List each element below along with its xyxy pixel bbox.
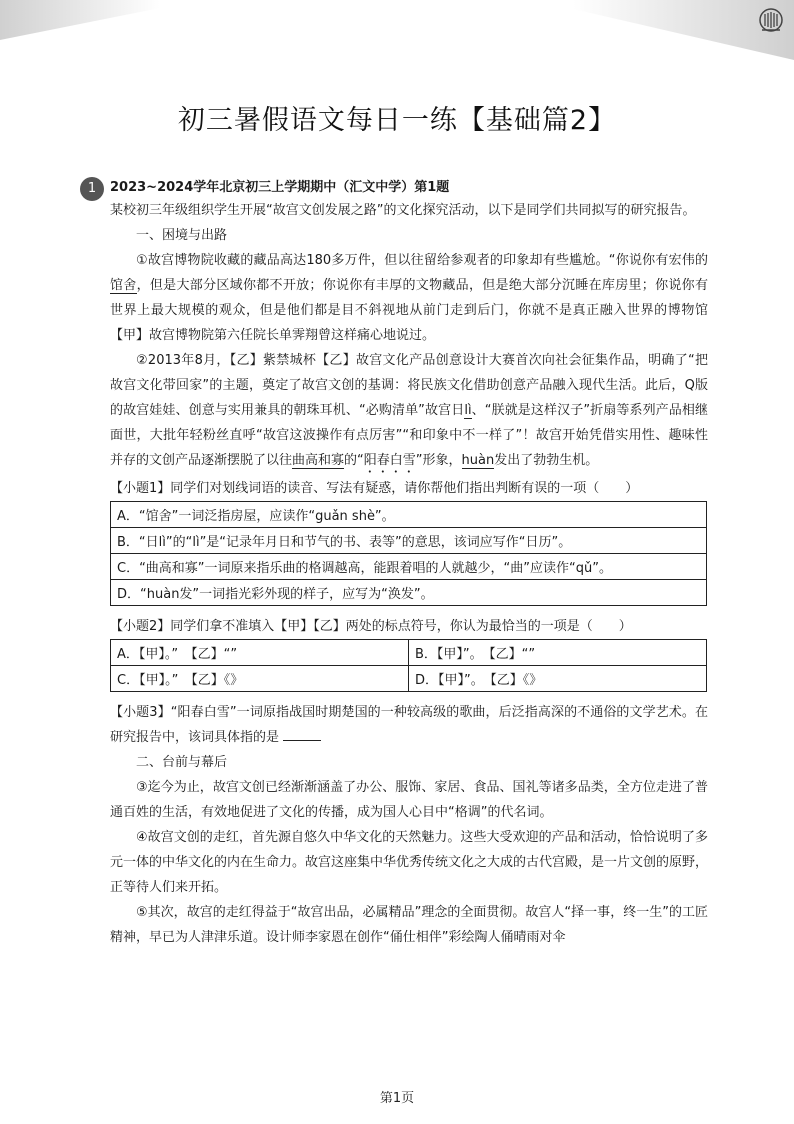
answer-blank[interactable] — [283, 728, 321, 741]
subquestion-2-options — [110, 639, 707, 692]
page-corner-decoration-left — [0, 0, 200, 40]
dotted-word-yangchunbaixue: 阳春白雪 — [363, 453, 416, 468]
paragraph-3: ③迄今为止，故宫文创已经渐渐涵盖了办公、服饰、家居、食品、国礼等诸多品类，全方位走进了普通百姓的生活，有效地促进了文化的传播，成为国人心目中“格调”的代名词。 — [110, 780, 708, 820]
option-c[interactable]: C．【甲】。” 【乙】《》 — [111, 666, 409, 692]
intro-paragraph: 某校初三年级组织学生开展“故宫文创发展之路”的文化探究活动，以下是同学们共同拟写的研究报告。 — [110, 203, 696, 218]
option-d[interactable]: D．“huàn发”一词指光彩外现的样子，应写为“涣发”。 — [111, 580, 707, 606]
page-number: 第1页 — [379, 1091, 415, 1106]
paragraph-2: ②2013年8月，【乙】紫禁城杯【乙】故宫文化产品创意设计大赛首次向社会征集作品，明确了“把故宫文化带回家”的主题，奠定了故宫文创的基调：将民族文化借助创意产品融入现代生活。此后，Q版的故宫娃娃、创意与实用兼具的朝珠耳机、“必购清单”故宫日lì、“朕就是这样汉子”折扇等系列产品相继面世，大批年轻粉丝直呼“故宫这波操作有点厉害”“和印象中不一样了”！故宫开始凭借实用性、趣味性并存的文创产品逐渐摆脱了以往曲高和寡的“阳春白雪”形象，huàn发出了勃勃生机。 — [110, 353, 708, 468]
underlined-word-quhaohegua: 曲高和寡 — [292, 453, 345, 468]
page-title: 初三暑假语文每日一练【基础篇2】 — [177, 105, 617, 136]
section-heading-1: 一、困境与出路 — [136, 228, 228, 243]
question-source: 2023~2024学年北京初三上学期期中（汇文中学）第1题 — [110, 180, 450, 195]
school-logo-icon — [756, 6, 786, 36]
option-a[interactable]: A．“馆舍”一词泛指房屋，应读作“guǎn shè”。 — [111, 502, 707, 528]
question-number-badge: 1 — [80, 177, 104, 201]
subquestion-1-options — [110, 501, 707, 606]
option-b[interactable]: B．“日lì”的“lì”是“记录年月日和节气的书、表等”的意思，该词应写作“日历”。 — [111, 528, 707, 554]
underlined-word-guanshe: 馆舍 — [110, 278, 137, 293]
section-heading-2: 二、台前与幕后 — [136, 755, 228, 770]
paragraph-4: ④故宫文创的走红，首先源自悠久中华文化的天然魅力。这些大受欢迎的产品和活动，恰恰说明了多元一体的中华文化的内在生命力。故宫这座集中华优秀传统文化之大成的古代宫殿，是一片文创的原野，正等待人们来开拓。 — [110, 830, 709, 895]
question-content — [110, 178, 708, 950]
option-a[interactable]: A．【甲】。” 【乙】“” — [111, 640, 409, 666]
paragraph-5: ⑤其次，故宫的走红得益于“故宫出品，必属精品”理念的全面贯彻。故宫人“择一事，终一生”的工匠精神，早已为人津津乐道。设计师李家恩在创作“俑仕相伴”彩绘陶人俑晴雨对伞 — [110, 905, 708, 945]
subquestion-2-stem: 【小题2】同学们拿不准填入【甲】【乙】两处的标点符号，你认为最恰当的一项是（ ） — [110, 619, 632, 634]
underlined-word-li: lì — [464, 403, 472, 418]
underlined-word-huan: huàn — [461, 453, 495, 468]
subquestion-3-stem: 【小题3】“阳春白雪”一词原指战国时期楚国的一种较高级的歌曲，后泛指高深的不通俗的文学艺术。在研究报告中，该词具体指的是 — [110, 705, 708, 745]
page-corner-decoration-right — [534, 0, 794, 60]
subquestion-1-stem: 【小题1】同学们对划线词语的读音、写法有疑惑，请你帮他们指出判断有误的一项（ ） — [110, 481, 639, 496]
paragraph-1: ①故宫博物院收藏的藏品高达180多万件，但以往留给参观者的印象却有些尴尬。“你说你有宏伟的馆舍，但是大部分区域你都不开放；你说你有丰厚的文物藏品，但是绝大部分沉睡在库房里；你说你有世界上最大规模的观众，但是他们都是目不斜视地从前门走到后门，你就不是真正融入世界的博物馆【甲】故宫博物院第六任院长单霁翔曾这样痛心地说过。 — [110, 253, 708, 343]
option-d[interactable]: D．【甲】”。 【乙】《》 — [409, 666, 707, 692]
option-b[interactable]: B．【甲】”。 【乙】“” — [409, 640, 707, 666]
option-c[interactable]: C．“曲高和寡”一词原来指乐曲的格调越高，能跟着唱的人就越少，“曲”应读作“qǔ”。 — [111, 554, 707, 580]
